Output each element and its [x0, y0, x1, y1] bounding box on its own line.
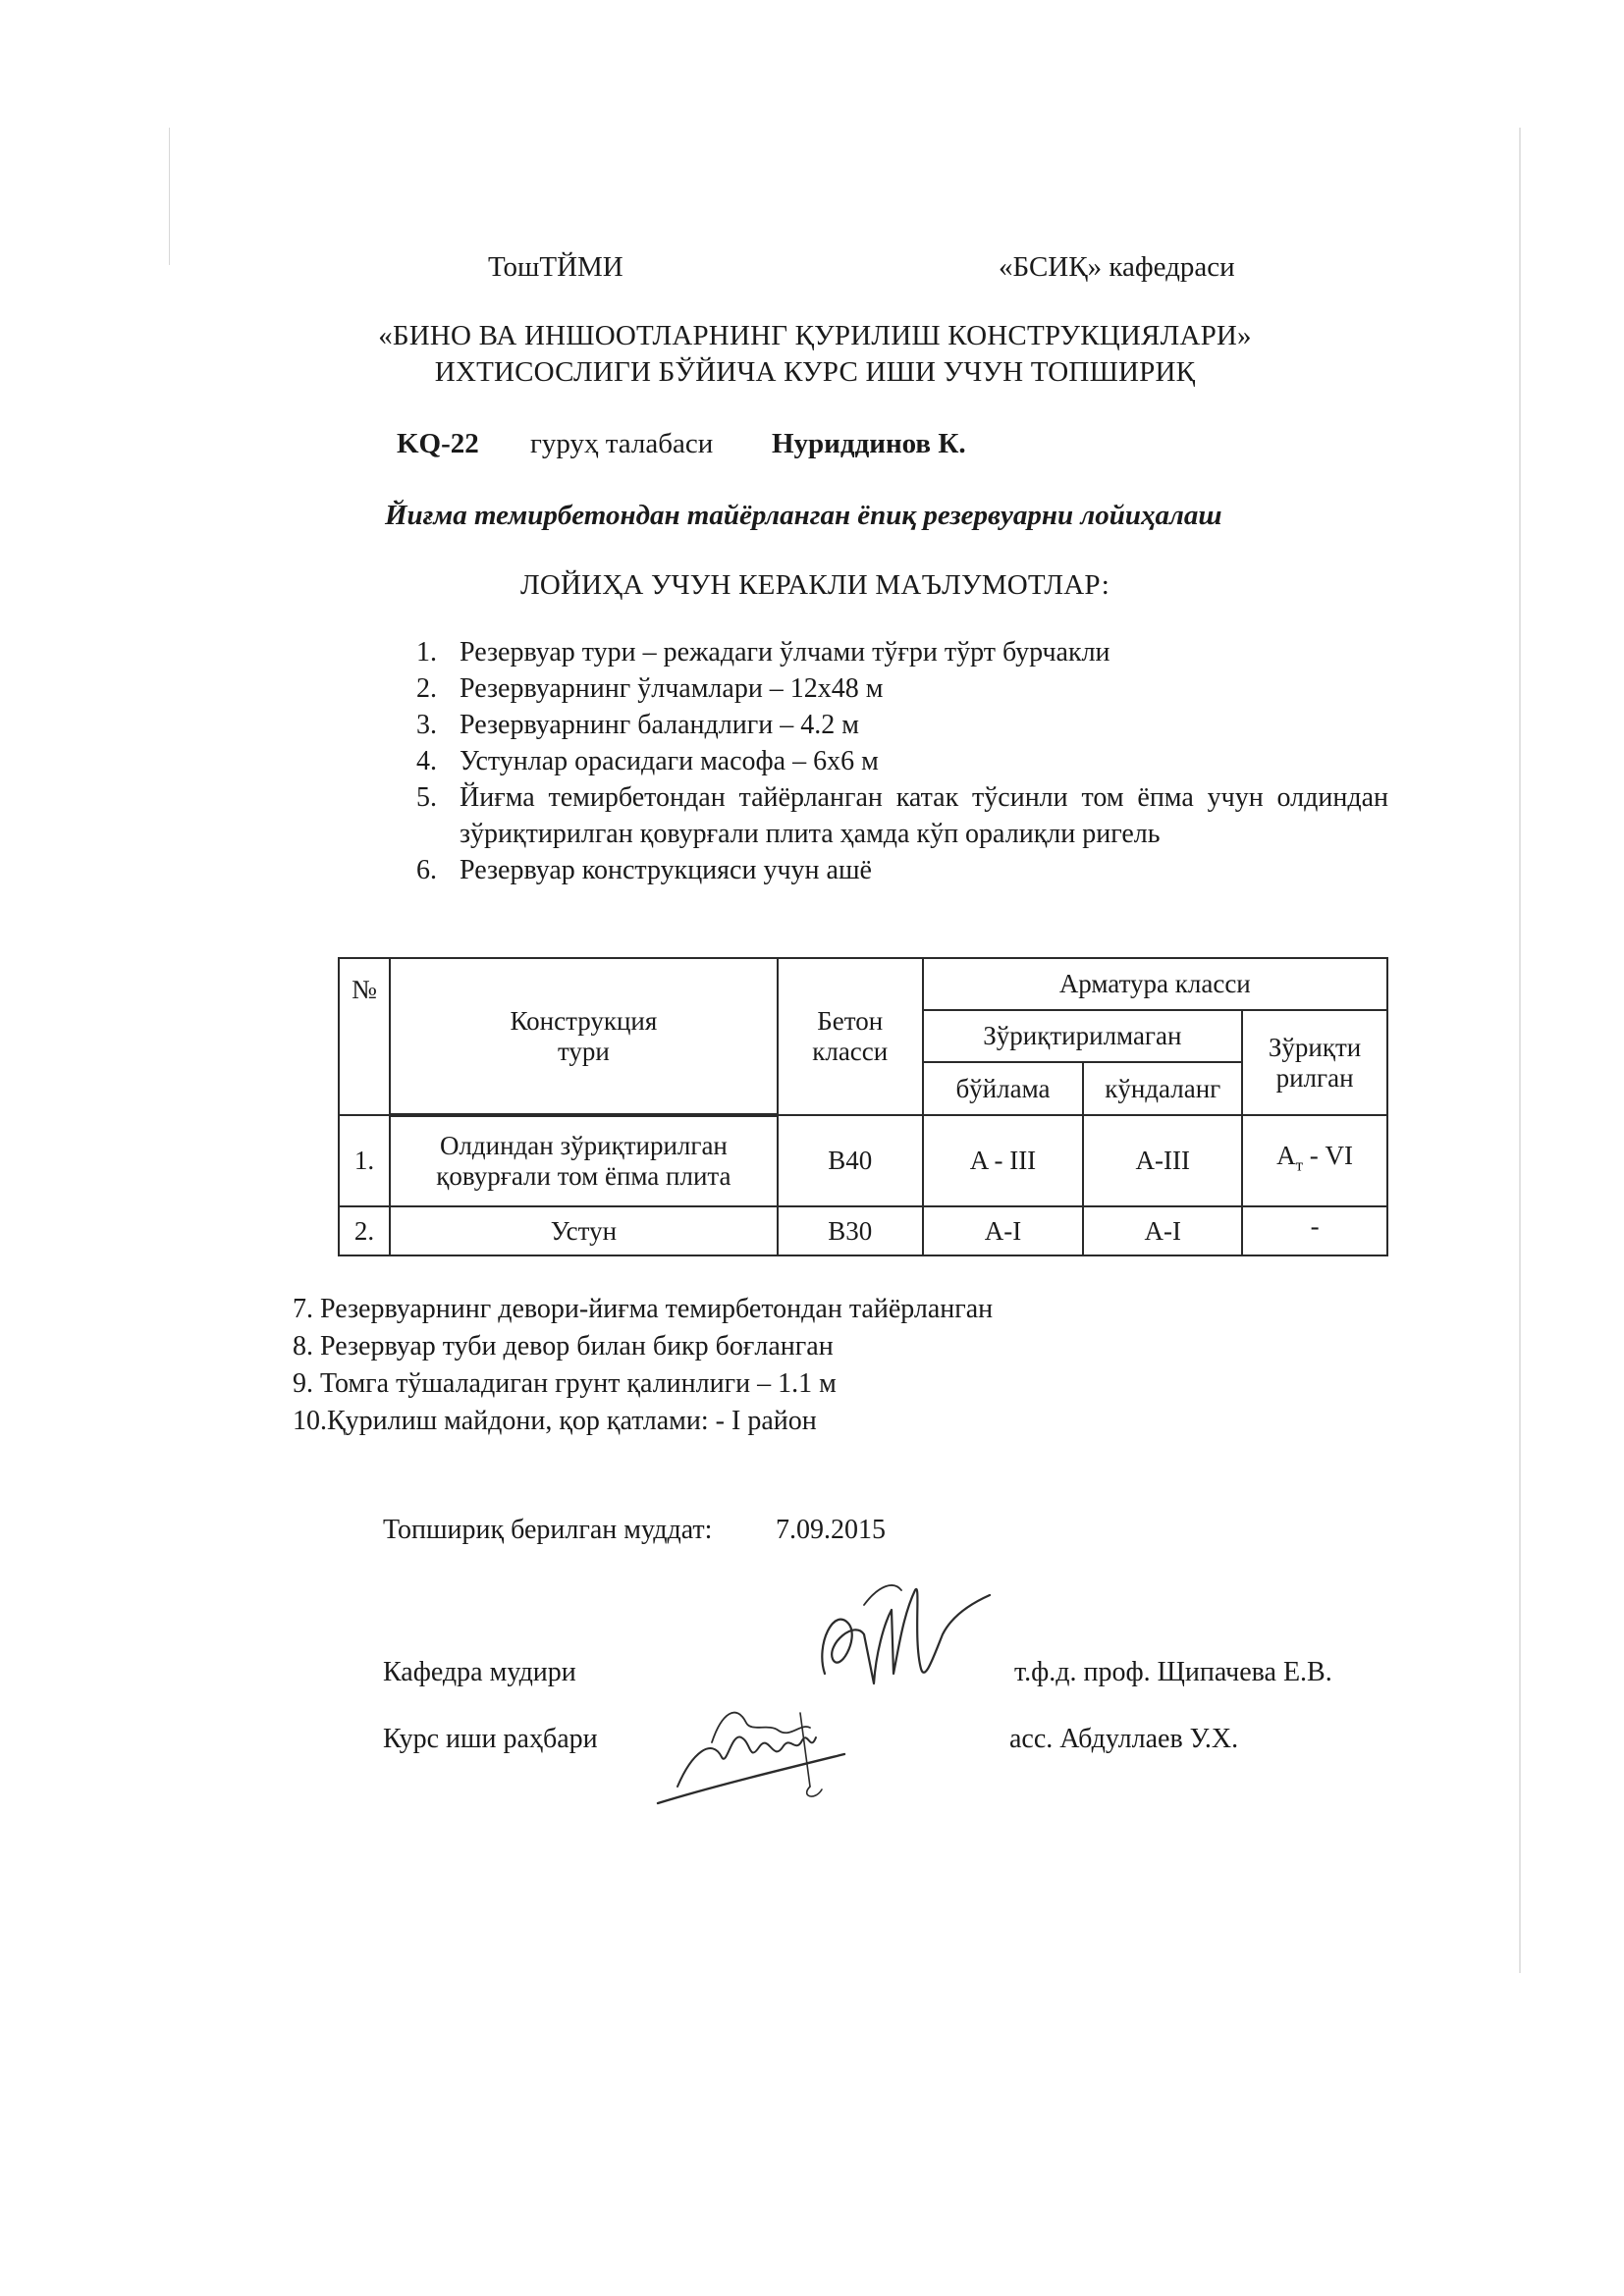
title-line-1: «БИНО ВА ИНШООТЛАРНИНГ ҚУРИЛИШ КОНСТРУКЦИЯЛАРИ»	[378, 320, 1252, 351]
cell-construction: Олдиндан зўриқтирилган қовурғали том ёпма плита	[390, 1115, 778, 1206]
list-item: 2. Резервуарнинг ўлчамлари – 12х48 м	[416, 673, 884, 704]
list-item: 7. Резервуарнинг девори-йиғма темирбетондан тайёрланган	[293, 1294, 994, 1324]
list-item: 10.Қурилиш майдони, қор қатлами: - I район	[293, 1406, 817, 1436]
specification-table	[338, 957, 1388, 1256]
cell-number: 1.	[339, 1115, 390, 1206]
head-signature-icon	[805, 1566, 1001, 1703]
group-code: KQ-22	[397, 428, 479, 459]
cell-construction: Устун	[390, 1206, 778, 1255]
header-concrete-class: Бетон класси	[778, 958, 923, 1115]
cell-concrete: В30	[778, 1206, 923, 1255]
cell-longitudinal: A - III	[923, 1115, 1084, 1206]
list-item: 5. Йиғма темирбетондан тайёрланган катак тўсинли том ёпма учун олдиндан зўриқтирилган қовурғали плита ҳамда кўп оралиқли ригель	[416, 782, 1388, 849]
list-item: 4. Устунлар орасидаги масофа – 6х6 м	[416, 746, 879, 776]
title-line-2: ИХТИСОСЛИГИ БЎЙИЧА КУРС ИШИ УЧУН ТОПШИРИҚ	[434, 356, 1196, 388]
cell-longitudinal: A-I	[923, 1206, 1084, 1255]
supervisor-name: асс. Абдуллаев У.Х.	[1009, 1724, 1239, 1754]
student-name: Нуриддинов К.	[772, 428, 966, 459]
header-longitudinal: бўйлама	[923, 1062, 1084, 1115]
header-rebar-class: Арматура класси	[923, 958, 1387, 1010]
list-item: 9. Томга тўшаладиган грунт қалинлиги – 1.1 м	[293, 1368, 837, 1399]
header-non-prestressed: Зўриқтирилмаган	[923, 1010, 1243, 1062]
cell-transverse: A-I	[1083, 1206, 1242, 1255]
list-item: 8. Резервуар туби девор билан бикр боғланган	[293, 1331, 834, 1362]
additional-requirements-list	[293, 1291, 993, 1440]
header-construction-type: Конструкция тури	[390, 958, 778, 1115]
scan-edge-right	[1519, 128, 1521, 1973]
cell-prestressed: $A_т$ - VI	[1242, 1115, 1387, 1206]
table-row	[339, 1115, 1387, 1206]
list-item: 1. Резервуар тури – режадаги ўлчами тўғри тўрт бурчакли	[416, 637, 1110, 667]
table-row	[339, 1206, 1387, 1255]
university-name: ТошТЙМИ	[488, 251, 623, 283]
cell-prestressed: -	[1242, 1206, 1387, 1255]
department-name: «БСИҚ» кафедраси	[999, 251, 1235, 283]
head-of-department-name: т.ф.д. проф. Щипачева Е.В.	[1014, 1657, 1332, 1687]
header-number: №	[339, 958, 390, 1115]
issue-date-label: Топшириқ берилган муддат:	[383, 1515, 713, 1545]
cell-concrete: В40	[778, 1115, 923, 1206]
supervisor-signature-icon	[653, 1693, 854, 1816]
scan-edge-left	[169, 128, 170, 265]
data-heading: ЛОЙИҲА УЧУН КЕРАКЛИ МАЪЛУМОТЛАР:	[519, 569, 1110, 601]
list-item: 3. Резервуарнинг баландлиги – 4.2 м	[416, 710, 859, 740]
cell-transverse: A-III	[1083, 1115, 1242, 1206]
list-item: 6. Резервуар конструкцияси учун ашё	[416, 855, 872, 885]
project-topic: Йиғма темирбетондан тайёрланган ёпиқ резервуарни лойиҳалаш	[385, 500, 1222, 531]
issue-date: 7.09.2015	[776, 1515, 886, 1545]
header-prestressed: Зўриқти рилган	[1242, 1010, 1387, 1115]
header-transverse: кўндаланг	[1083, 1062, 1242, 1115]
group-label: гуруҳ талабаси	[530, 428, 714, 459]
supervisor-label: Курс иши раҳбари	[383, 1724, 598, 1754]
head-of-department-label: Кафедра мудири	[383, 1657, 576, 1687]
requirements-list	[416, 634, 1388, 888]
cell-number: 2.	[339, 1206, 390, 1255]
